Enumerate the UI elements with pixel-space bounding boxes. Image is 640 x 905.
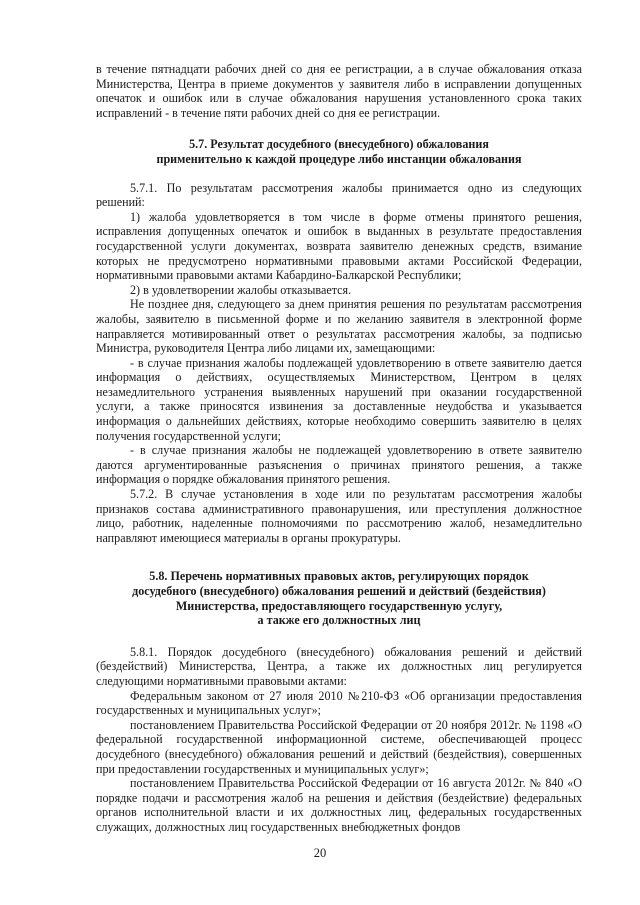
paragraph-5-8-1: 5.8.1. Порядок досудебного (внесудебного) обжалования решений и действий (бездействий) Министерства, Центра, а также их должностных лиц регулируется следующими нормативными правовыми актами: [96, 644, 582, 688]
decree-1198-item: постановлением Правительства Российской Федерации от 20 ноября 2012г. № 1198 «О федеральной государственной информационной системе, обеспечивающей процесс досудебного (внесудебного) обжалования решений и действий (бездействия), совершенных при предоставлении государственных и муниципальных услуг»; [96, 717, 582, 776]
list-item-1: 1) жалоба удовлетворяется в том числе в форме отмены принятого решения, исправления допущенных опечаток и ошибок в выданных в результате предоставления государственной услуги документах, возврата заявителю денежных средств, взимание которых не предусмотрено нормативными правовыми актами Российской Федерации, нормативными правовыми актами Кабардино-Балкарской Республики; [96, 209, 582, 283]
federal-law-item: Федеральным законом от 27 июля 2010 №210-ФЗ «Об организации предоставления государственных и муниципальных услуг»; [96, 688, 582, 718]
section-5-8-heading-line-3: Министерства, предоставляющего государственную услугу, [175, 598, 503, 613]
paragraph-5-7-1: 5.7.1. По результатам рассмотрения жалобы принимается одно из следующих решений: [96, 180, 582, 210]
decree-840-item: постановлением Правительства Российской Федерации от 16 августа 2012г. № 840 «О порядке подачи и рассмотрения жалоб на решения и действия (бездействие) федеральных органов исполнительной власти и их должностных лиц, федеральных государственных служащих, должностных лиц государственных внебюджетных фондов [96, 776, 582, 834]
paragraph-5-7-2: 5.7.2. В случае установления в ходе или по результатам рассмотрения жалобы признаков состава административного правонарушения, или преступления должностное лицо, работник, наделенные полномочиями по рассмотрению жалоб, незамедлительно направляют имеющиеся материалы в органы прокуратуры. [96, 487, 582, 545]
intro-paragraph: в течение пятнадцати рабочих дней со дня ее регистрации, а в случае обжалования отказа Министерства, Центра в приеме документов у заявителя либо в исправлении допущенных опечаток и ошибок или в случае обжалования нарушения установленного срока таких исправлений - в течение пяти рабочих дней со дня ее регистрации. [96, 62, 582, 120]
section-5-8-heading-line-1: 5.8. Перечень нормативных правовых актов, регулирующих порядок [149, 569, 529, 584]
document-page [96, 62, 582, 835]
section-5-8-heading-line-2: досудебного (внесудебного) обжалования решений и действий (бездействия) [132, 584, 546, 598]
response-deadline-paragraph: Не позднее дня, следующего за днем принятия решения по результатам рассмотрения жалобы, заявителю в письменной форме и по желанию заявителя в электронной форме направляется мотивированный ответ о результатах рассмотрения жалобы, за подписью Министра, руководителя Центра либо лицами их, замещающими: [96, 297, 582, 356]
section-5-7-heading: 5.7. Результат досудебного (внесудебного) обжалования применительно к каждой процедуре либо инстанции обжалования [156, 137, 522, 166]
section-5-8-heading-line-4: а также его должностных лиц [257, 613, 421, 628]
rejected-complaint-paragraph: - в случае признания жалобы не подлежащей удовлетворению в ответе заявителю даются аргументированные разъяснения о причинах принятого решения, а также информация о порядке обжалования принятого решения. [96, 443, 582, 487]
list-item-2: 2) в удовлетворении жалобы отказывается. [130, 282, 352, 297]
section-5-8-heading [96, 569, 582, 627]
satisfied-complaint-paragraph: - в случае признания жалобы подлежащей удовлетворению в ответе заявителю дается информация о действиях, осуществляемых Министерством, Центром в целях незамедлительного устранения выявленных нарушений при оказании государственной услуги, а также приносятся извинения за доставленные неудобства и указывается информация о дальнейших действиях, которые необходимо совершить заявителю в целях получения государственной услуги; [96, 355, 582, 443]
page-number: 20 [313, 846, 327, 860]
